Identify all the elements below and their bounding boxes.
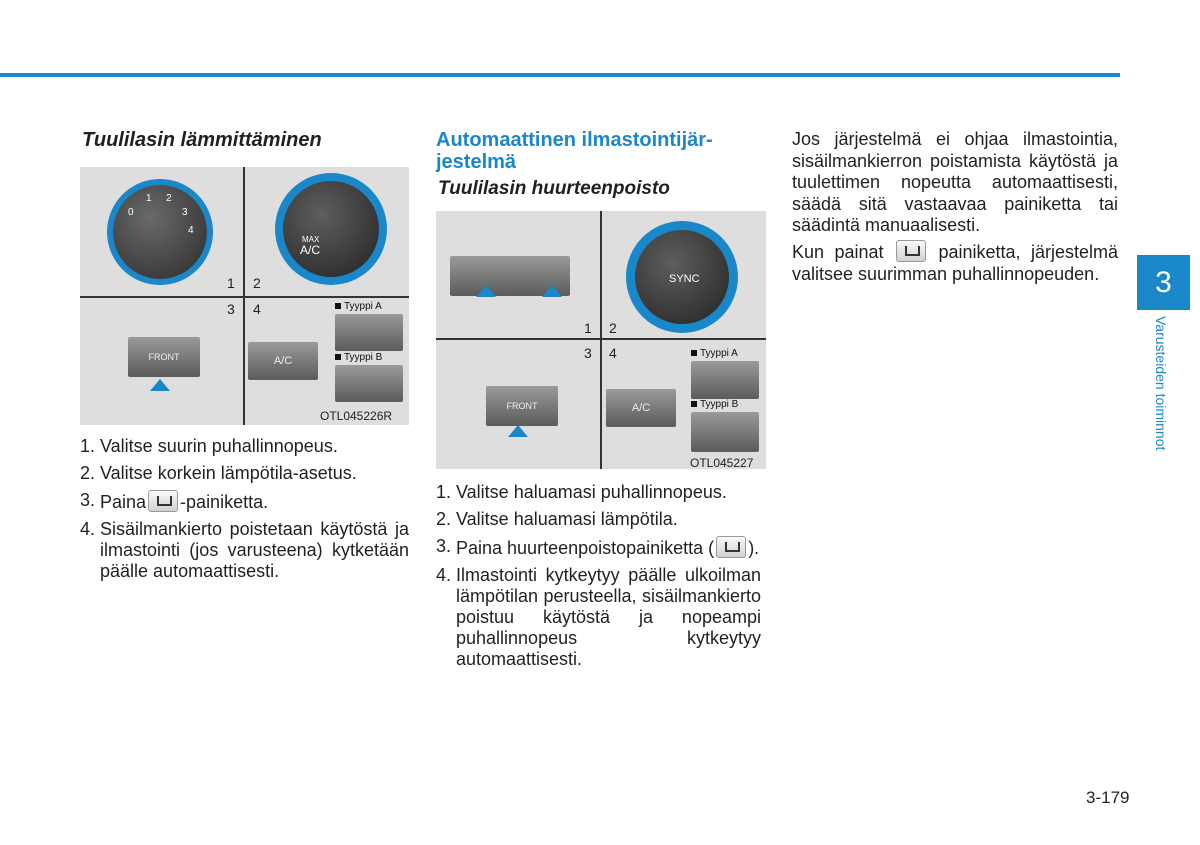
ac-label: A/C: [631, 402, 651, 414]
step-text: Valitse suurin puhallinnopeus.: [100, 436, 338, 456]
figure-label-4: 4: [609, 345, 617, 361]
figure-defrost: [436, 211, 766, 469]
ac-button: [248, 342, 318, 380]
recirculation-button-type-b: [335, 365, 403, 402]
page-number: 3-179: [1086, 788, 1130, 807]
step-number: 2.: [80, 463, 96, 483]
figure-label-4: 4: [253, 301, 261, 317]
section-heading-windshield-heating: Tuulilasin lämmittäminen: [82, 129, 322, 151]
steps-list-heating: [80, 436, 409, 588]
figure-label-3: 3: [584, 345, 592, 361]
step-number: 3.: [80, 490, 96, 510]
step-text: ).: [748, 538, 760, 558]
ac-label: A/C: [273, 355, 293, 367]
paragraph-text: Kun painat: [792, 242, 884, 262]
figure-divider: [600, 211, 602, 469]
figure-code: OTL045227: [690, 456, 754, 469]
figure-code: OTL045226R: [320, 409, 393, 423]
step-text: Valitse korkein lämpötila-asetus.: [100, 463, 357, 483]
front-label: FRONT: [148, 352, 180, 362]
recirculation-button-type-b: [691, 412, 759, 452]
step-text: Paina huurteenpoistopainiketta (: [456, 538, 715, 558]
arrow-up-icon: [542, 285, 562, 297]
steps-list-defrost: [436, 482, 761, 676]
defrost-button-icon: [896, 240, 926, 262]
list-item: [80, 519, 409, 582]
type-b-label: Tyyppi B: [335, 352, 382, 363]
section-heading-auto-climate: [436, 129, 713, 173]
header-rule: [0, 73, 1120, 77]
step-number: 1.: [80, 436, 96, 456]
knob-number: 3: [182, 207, 188, 218]
figure-label-3: 3: [227, 301, 235, 317]
figure-label-1: 1: [584, 320, 592, 336]
paragraph-manual-override: Jos järjestelmä ei ohjaa ilmastointia, sisäilmankierron poistamista käytöstä ja tuulettimen nopeutta automaattisesti, säädä sitä vastaavaa painiketta tai säädintä manuaalisesti.: [792, 129, 1118, 235]
step-number: 4.: [436, 565, 452, 585]
step-text: Paina: [100, 492, 147, 512]
sync-label: SYNC: [669, 273, 700, 285]
front-defrost-button: [128, 337, 200, 377]
type-a-label: Tyyppi A: [335, 301, 382, 312]
figure-label-2: 2: [609, 320, 617, 336]
step-text: Valitse haluamasi lämpötila.: [456, 509, 678, 529]
step-text: Sisäilmankierto poistetaan käytöstä ja ilmastointi (jos varusteena) kytketään päälle automaattisesti.: [100, 519, 409, 581]
knob-number: 1: [146, 193, 152, 204]
step-text: Valitse haluamasi puhallinnopeus.: [456, 482, 727, 502]
figure-divider: [80, 296, 409, 298]
list-item: [80, 436, 409, 457]
list-item: [436, 482, 761, 503]
step-text: Ilmastointi kytkeytyy päälle ulkoilman lämpötilan perusteella, sisäilmankierto poistuu käytöstä ja nopeampi puhallinnopeus kytkeytyy automaattisesti.: [456, 565, 761, 669]
temperature-knob-face: [283, 181, 379, 277]
type-a-label: Tyyppi A: [691, 348, 738, 359]
figure-windshield-heating: [80, 167, 409, 425]
list-item: [436, 565, 761, 670]
figure-label-2: 2: [253, 275, 261, 291]
arrow-up-icon: [476, 285, 496, 297]
heading-line: Automaattinen ilmastointijär-: [436, 129, 713, 151]
list-item: [436, 509, 761, 530]
knob-ac-label: A/C: [300, 243, 321, 257]
figure-label-1: 1: [227, 275, 235, 291]
knob-number: 2: [166, 193, 172, 204]
knob-max-label: MAX: [302, 235, 320, 244]
subheading-defrost: Tuulilasin huurteenpoisto: [438, 178, 670, 199]
type-b-label: Tyyppi B: [691, 399, 738, 410]
step-number: 1.: [436, 482, 452, 502]
step-number: 2.: [436, 509, 452, 529]
defrost-button-icon: [716, 536, 746, 558]
paragraph-text: painiketta, järjestelmä valitsee suurimman puhallinnopeuden.: [792, 242, 1118, 284]
list-item: [80, 463, 409, 484]
front-label: FRONT: [506, 401, 538, 411]
step-text: -painiketta.: [180, 492, 269, 512]
recirculation-button-type-a: [335, 314, 403, 351]
step-number: 3.: [436, 536, 452, 556]
step-number: 4.: [80, 519, 96, 539]
chapter-tab: 3: [1137, 255, 1190, 310]
list-item: [436, 536, 761, 559]
knob-number: 4: [188, 225, 194, 236]
figure-divider: [436, 338, 766, 340]
defrost-button-icon: [148, 490, 178, 512]
arrow-up-icon: [508, 425, 528, 437]
recirculation-button-type-a: [691, 361, 759, 399]
list-item: [80, 490, 409, 513]
arrow-up-icon: [150, 379, 170, 391]
paragraph-defrost-button: [792, 240, 1118, 285]
ac-button: [606, 389, 676, 427]
heading-line: jestelmä: [436, 151, 517, 173]
knob-number: 0: [128, 207, 134, 218]
chapter-title: Varusteiden toiminnot: [1153, 316, 1169, 451]
front-defrost-button: [486, 386, 558, 426]
